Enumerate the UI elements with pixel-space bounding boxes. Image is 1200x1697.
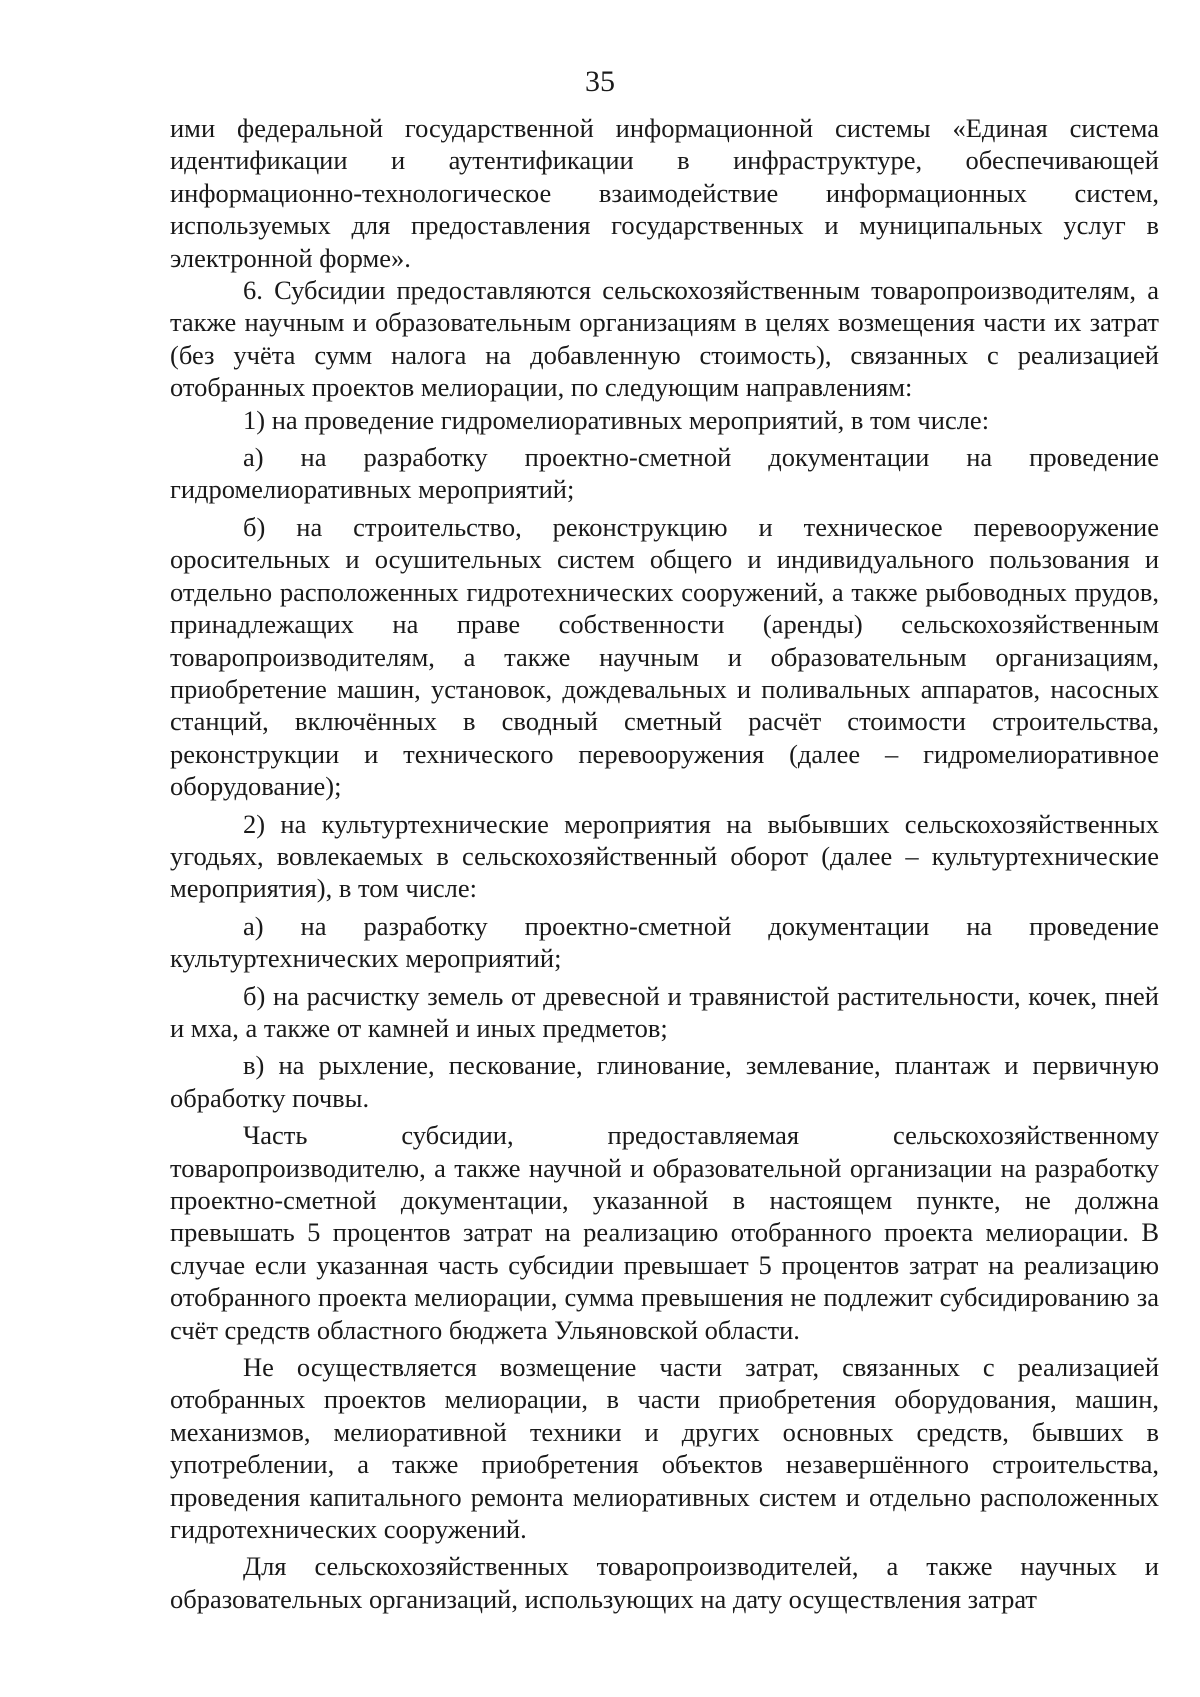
paragraph-exclusions: Не осуществляется возмещение части затрат, связанных с реализацией отобранных проектов мелиорации, в части приобретения оборудования, машин, механизмов, мелиоративной техники и других основных средств, бывших в употреблении, а также приобретения объектов незавершённого строительства, проведения капитального ремонта мелиоративных систем и отдельно расположенных гидротехнических сооружений. xyxy=(170,1352,1159,1545)
paragraph-subitem-1b: б) на строительство, реконструкцию и техническое перевооружение оросительных и осушительных систем общего и индивидуального пользования и отдельно расположенных гидротехнических сооружений, а также рыбоводных прудов, принадлежащих на праве собственности (аренды) сельскохозяйственным товаропроизводителям, а также научным и образовательным организациям, приобретение машин, установок, дождевальных и поливальных аппаратов, насосных станций, включённых в сводный сметный расчёт стоимости строительства, реконструкции и технического перевооружения (далее – гидромелиоративное оборудование); xyxy=(170,511,1159,802)
paragraph-subitem-2: 2) на культуртехнические мероприятия на выбывших сельскохозяйственных угодьях, вовлекаемых в сельскохозяйственный оборот (далее – культуртехнические мероприятия), в том числе: xyxy=(170,808,1159,904)
paragraph-continuation: ими федеральной государственной информационной системы «Единая система идентификации и аутентификации в инфраструктуре, обеспечивающей информационно-технологическое взаимодействие информационных систем, используемых для предоставления государственных и муниципальных услуг в электронной форме». xyxy=(170,113,1159,273)
paragraph-subitem-2a: а) на разработку проектно-сметной документации на проведение культуртехнических мероприятий; xyxy=(170,910,1159,974)
page-number: 35 xyxy=(585,65,615,98)
paragraph-subitem-2v: в) на рыхление, пескование, глинование, землевание, плантаж и первичную обработку почвы. xyxy=(170,1050,1159,1113)
paragraph-subsidy-limit: Часть субсидии, предоставляемая сельскохозяйственному товаропроизводителю, а также научной и образовательной организации на разработку проектно-сметной документации, указанной в настоящем пункте, не должна превышать 5 процентов затрат на реализацию отобранного проекта мелиорации. В случае если указанная часть субсидии превышает 5 процентов затрат на реализацию отобранного проекта мелиорации, сумма превышения не подлежит субсидированию за счёт средств областного бюджета Ульяновской области. xyxy=(170,1120,1159,1345)
paragraph-subitem-2b: б) на расчистку земель от древесной и травянистой растительности, кочек, пней и мха, а также от камней и иных предметов; xyxy=(170,980,1159,1043)
paragraph-subitem-1: 1) на проведение гидромелиоративных мероприятий, в том числе: xyxy=(243,404,990,435)
paragraph-subitem-1a: а) на разработку проектно-сметной документации на проведение гидромелиоративных мероприятий; xyxy=(170,442,1159,505)
paragraph-final: Для сельскохозяйственных товаропроизводителей, а также научных и образовательных организаций, использующих на дату осуществления затрат xyxy=(170,1551,1159,1614)
paragraph-item-6: 6. Субсидии предоставляются сельскохозяйственным товаропроизводителям, а также научным и образовательным организациям в целях возмещения части их затрат (без учёта сумм налога на добавленную стоимость), связанных с реализацией отобранных проектов мелиорации, по следующим направлениям: xyxy=(170,275,1159,403)
document-body xyxy=(170,112,1159,1615)
